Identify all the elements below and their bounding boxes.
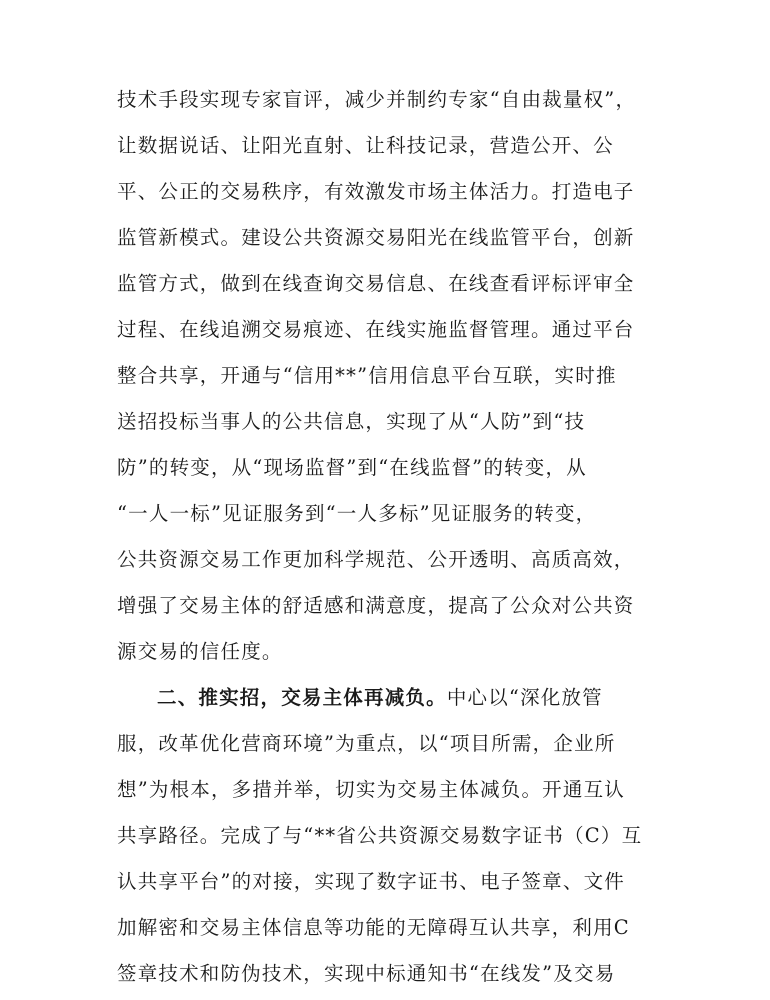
paragraph-line-8: 送招投标当事人的公共信息，实现了从“人防”到“技 xyxy=(117,410,586,433)
paragraph-line-11: 公共资源交易工作更加科学规范、公开透明、高质高效， xyxy=(117,548,635,571)
section-2-first-line-text: 中心以“深化放管 xyxy=(446,686,603,709)
paragraph-line-4: 监管新模式。建设公共资源交易阳光在线监管平台，创新 xyxy=(117,226,635,249)
section-2-heading: 二、推实招，交易主体再减负。 xyxy=(157,686,447,709)
paragraph-line-5: 监管方式，做到在线查询交易信息、在线查看评标评审全 xyxy=(117,272,635,295)
paragraph-line-2: 让数据说话、让阳光直射、让科技记录，营造公开、公 xyxy=(117,134,614,157)
paragraph-line-9: 防”的转变，从“现场监督”到“在线监督”的转变，从 xyxy=(117,456,587,479)
section-2-line-3: 想”为根本，多措并举，切实为交易主体减负。开通互认 xyxy=(117,778,625,801)
paragraph-line-7: 整合共享，开通与“信用**”信用信息平台互联，实时推 xyxy=(117,364,617,387)
paragraph-line-6: 过程、在线追溯交易痕迹、在线实施监督管理。通过平台 xyxy=(117,318,635,341)
paragraph-line-10: “一人一标”见证服务到“一人多标”见证服务的转变， xyxy=(117,502,597,525)
section-2-first-line xyxy=(157,683,677,713)
paragraph-line-13: 源交易的信任度。 xyxy=(117,640,283,663)
section-2-line-2: 服，改革优化营商环境”为重点，以“项目所需，企业所 xyxy=(117,732,616,755)
paragraph-line-1: 技术手段实现专家盲评，减少并制约专家“自由裁量权”， xyxy=(117,88,637,111)
section-2-line-4: 共享路径。完成了与“**省公共资源交易数字证书（C）互 xyxy=(117,824,643,847)
paragraph-line-12: 增强了交易主体的舒适感和满意度，提高了公众对公共资 xyxy=(117,594,635,617)
section-2-line-6: 加解密和交易主体信息等功能的无障碍互认共享，利用C xyxy=(117,916,630,939)
section-2-line-7: 签章技术和防伪技术，实现中标通知书“在线发”及交易 xyxy=(117,962,616,985)
paragraph-line-3: 平、公正的交易秩序，有效激发市场主体活力。打造电子 xyxy=(117,180,635,203)
section-2-line-5: 认共享平台”的对接，实现了数字证书、电子签章、文件 xyxy=(117,870,625,893)
